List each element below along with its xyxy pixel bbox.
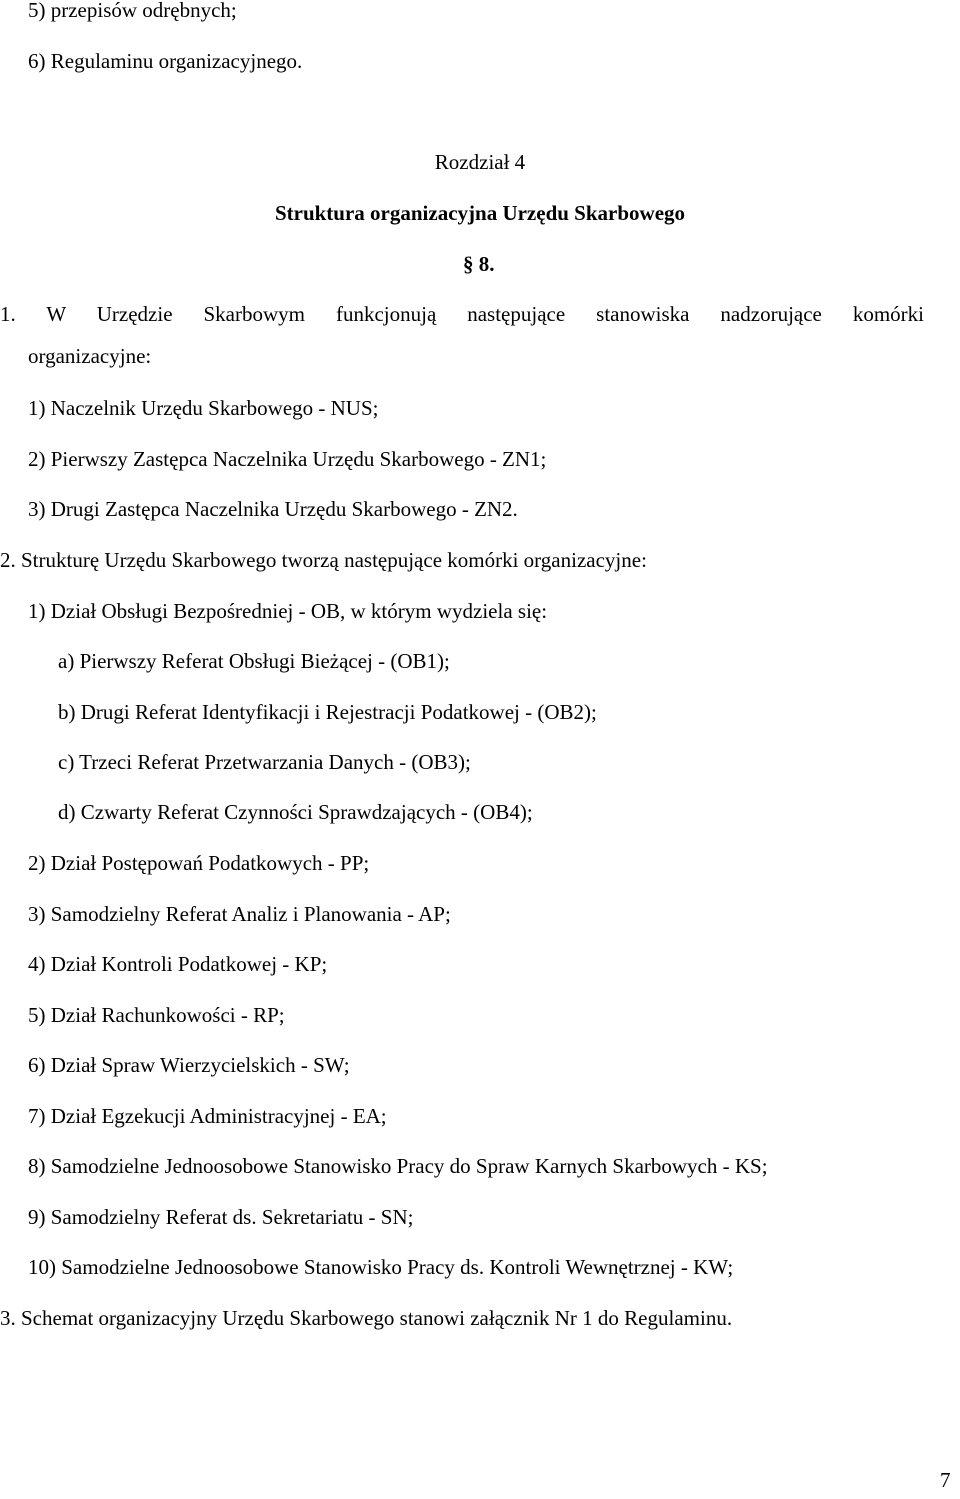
list-item: 7) Dział Egzekucji Administracyjnej - EA; (28, 1104, 387, 1128)
chapter-title: Struktura organizacyjna Urzędu Skarbowego (274, 201, 686, 225)
list-item: 10) Samodzielne Jednoosobowe Stanowisko Pracy ds. Kontroli Wewnętrznej - KW; (28, 1255, 734, 1279)
sub-list-item: b) Drugi Referat Identyfikacji i Rejestracji Podatkowej - (OB2); (58, 700, 597, 724)
page-number: 7 (940, 1468, 951, 1492)
sub-list-item: d) Czwarty Referat Czynności Sprawdzających - (OB4); (58, 800, 533, 824)
section1-intro-cont: organizacyjne: (28, 344, 152, 368)
intro-item: 5) przepisów odrębnych; (28, 0, 237, 22)
list-item: 1) Naczelnik Urzędu Skarbowego - NUS; (28, 396, 379, 420)
list-item: 4) Dział Kontroli Podatkowej - KP; (28, 952, 328, 976)
sub-list-item: c) Trzeci Referat Przetwarzania Danych - (OB3); (58, 750, 471, 774)
intro-item: 6) Regulaminu organizacyjnego. (28, 49, 303, 73)
list-item: 5) Dział Rachunkowości - RP; (28, 1003, 285, 1027)
list-item: 3) Drugi Zastępca Naczelnika Urzędu Skarbowego - ZN2. (28, 497, 518, 521)
chapter-number: Rozdział 4 (434, 150, 526, 174)
list-item: 6) Dział Spraw Wierzycielskich - SW; (28, 1053, 350, 1077)
paragraph-mark: § 8. (463, 252, 495, 276)
list-item: 9) Samodzielny Referat ds. Sekretariatu - SN; (28, 1205, 414, 1229)
section2-intro: 2. Strukturę Urzędu Skarbowego tworzą następujące komórki organizacyjne: (0, 548, 647, 572)
list-item: 8) Samodzielne Jednoosobowe Stanowisko Pracy do Spraw Karnych Skarbowych - KS; (28, 1154, 768, 1178)
list-item: 2) Pierwszy Zastępca Naczelnika Urzędu Skarbowego - ZN1; (28, 447, 547, 471)
list-item: 1) Dział Obsługi Bezpośredniej - OB, w którym wydziela się: (28, 599, 548, 623)
list-item: 3) Samodzielny Referat Analiz i Planowania - AP; (28, 902, 451, 926)
sub-list-item: a) Pierwszy Referat Obsługi Bieżącej - (OB1); (58, 649, 450, 673)
section3: 3. Schemat organizacyjny Urzędu Skarbowego stanowi załącznik Nr 1 do Regulaminu. (0, 1306, 733, 1330)
list-item: 2) Dział Postępowań Podatkowych - PP; (28, 851, 370, 875)
section1-intro: 1. W Urzędzie Skarbowym funkcjonują następujące stanowiska nadzorujące komórki (0, 302, 924, 326)
